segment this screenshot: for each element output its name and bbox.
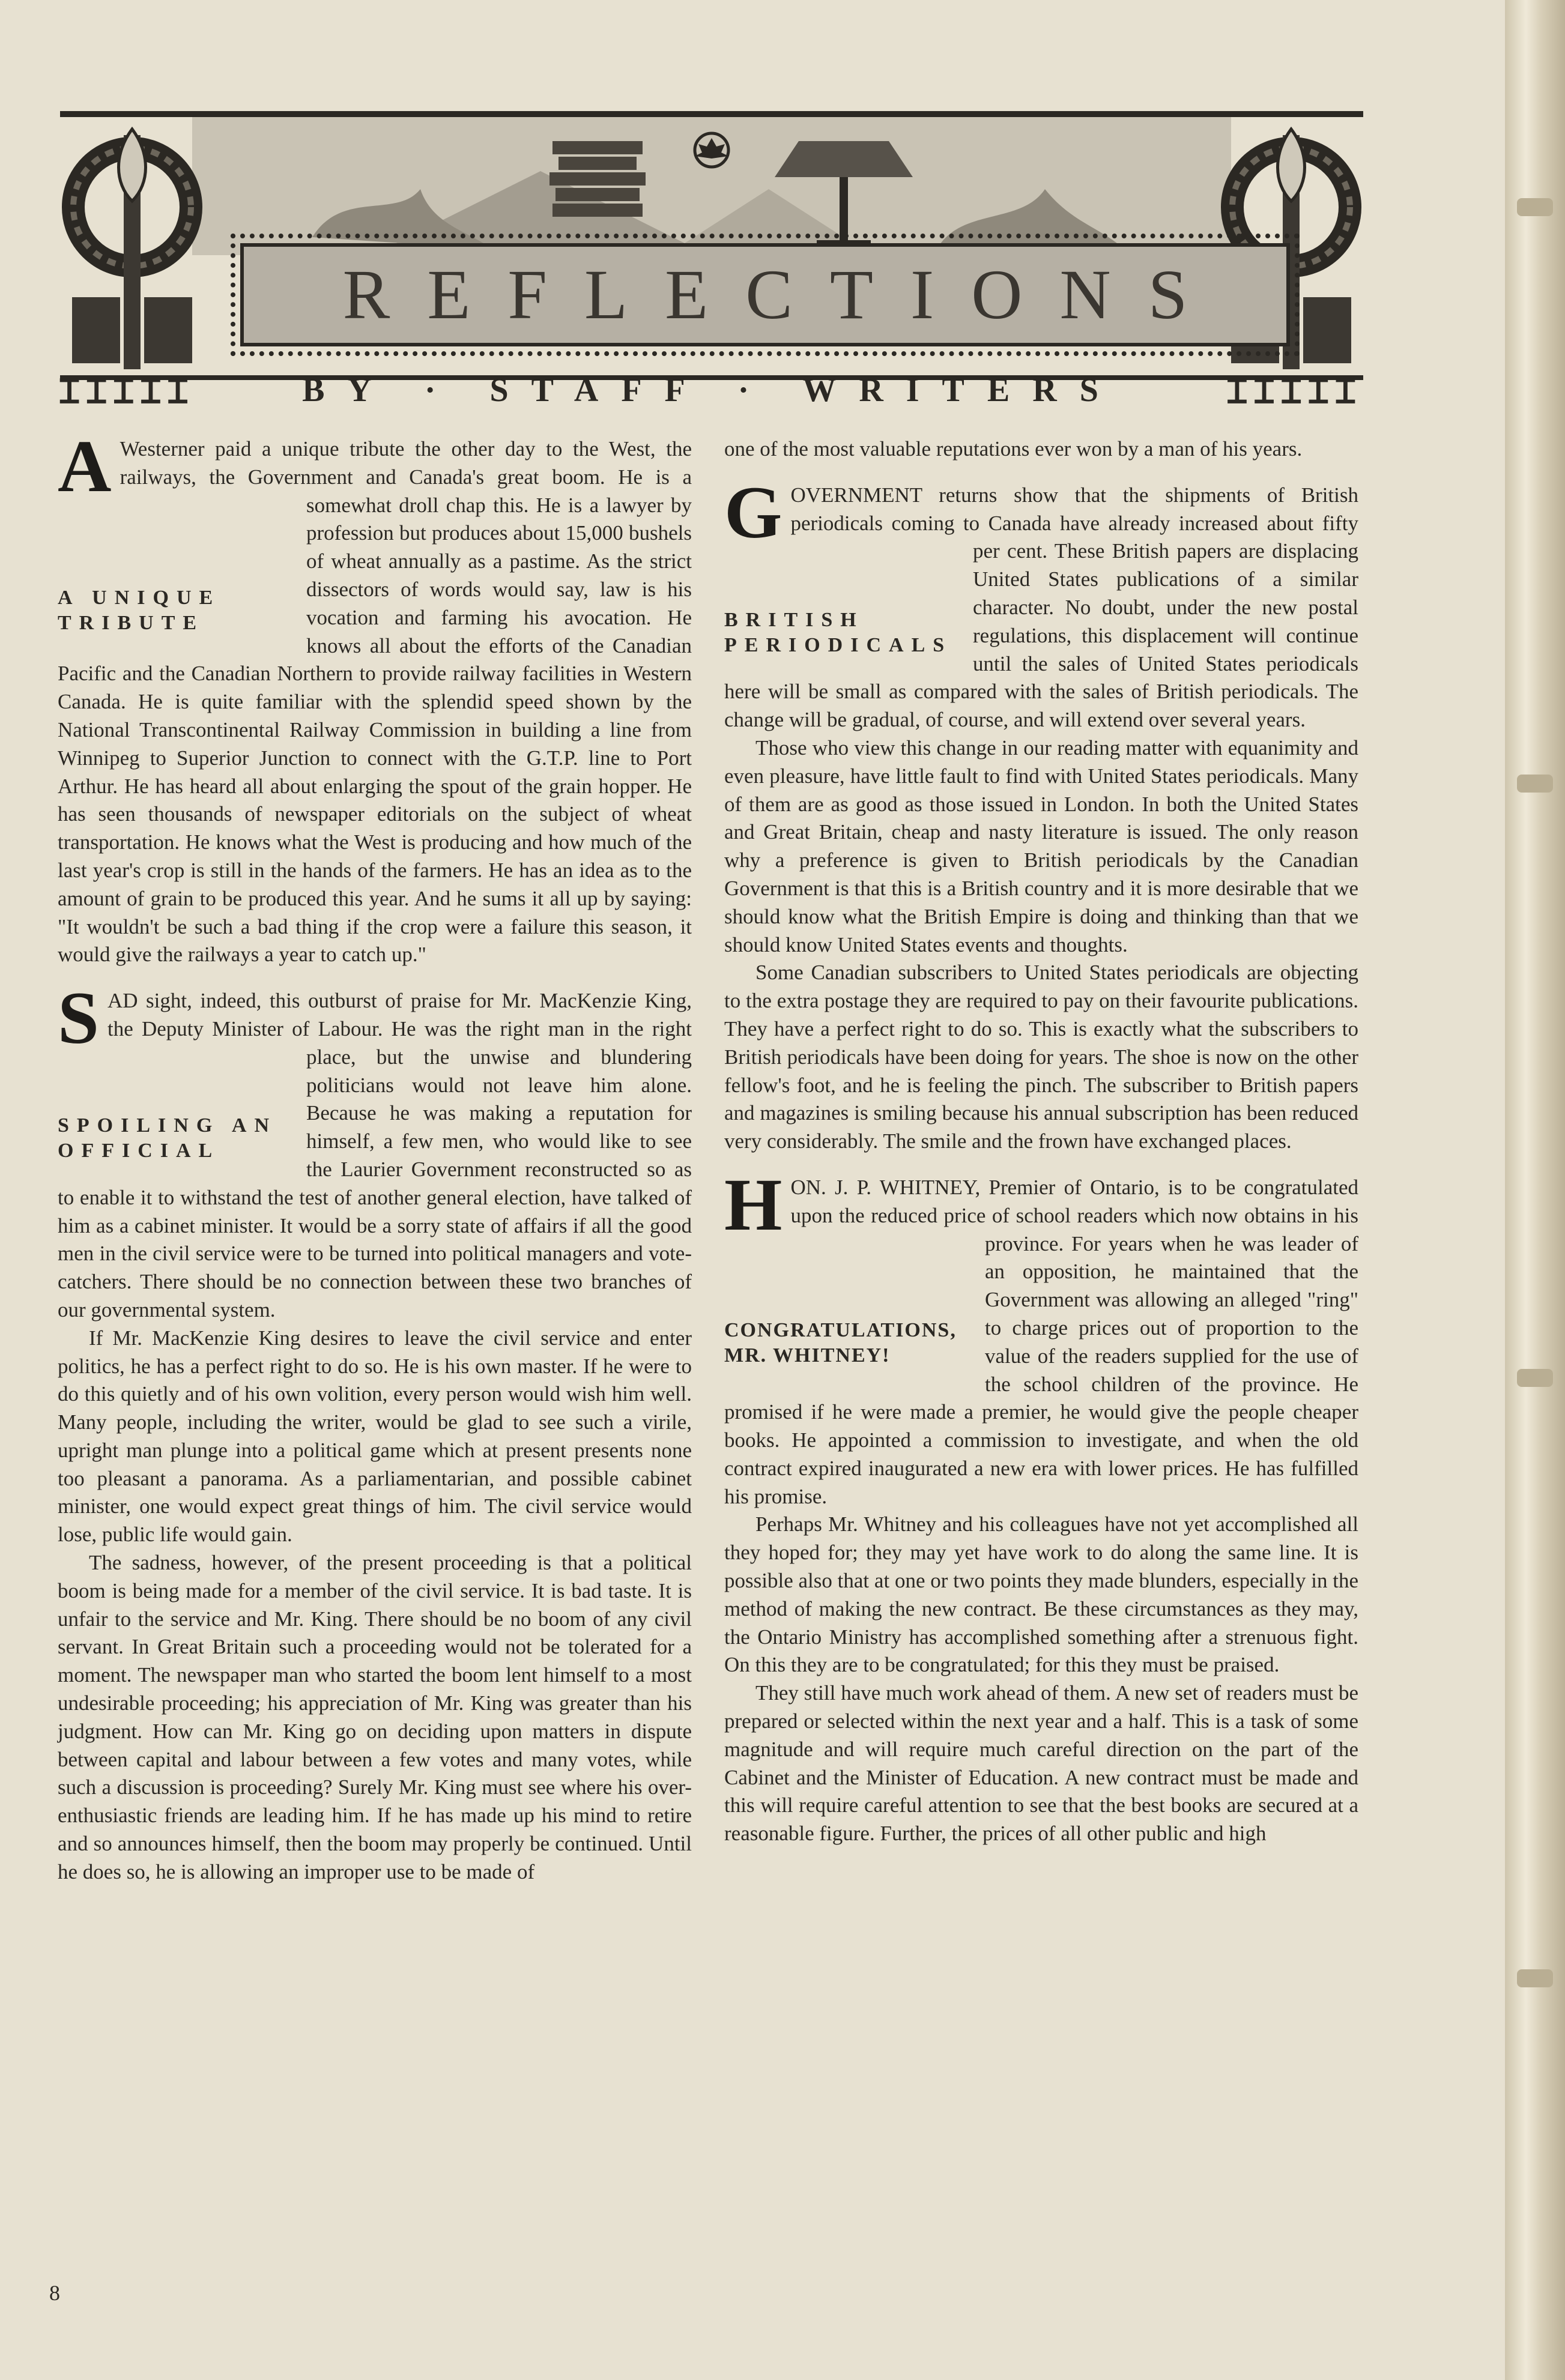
side-heading: A UNIQUE TRIBUTE xyxy=(58,587,221,634)
right-column xyxy=(724,435,1358,1866)
article-text xyxy=(58,977,692,1324)
binding-knot xyxy=(1517,1369,1553,1387)
drop-cap: A xyxy=(58,425,112,507)
drop-cap: G xyxy=(724,471,782,554)
paragraph: If Mr. MacKenzie King desires to leave the civil service and enter politics, he has a perfect right to do so. He is his own master. If he were to do this quietly and of his own volition, every person would wish him well. Many people, including the writer, would be glad to see such a virile, upright man plunge into a political game which at present presents none too pleasant a panorama. As a parliamentarian, and possible cabinet minister, one would expect great things of him. The civil service would lose, public life would gain. xyxy=(58,1326,692,1547)
paragraph: AD sight, indeed, this outburst of praise for Mr. MacKenzie King, the Deputy Minister of Labour. He was the right man in the right place, but the unwise and blundering politicians would not leave him alone. Because he was making a reputation for himself, a few men, who would like to see the Laurier Government reconstructed so as to enable it to withstand the test of another general election, have talked of him as a cabinet minister. It would be a sorry state of affairs if all the good men in the civil service were to be turned into political managers and vote-catchers. There should be no connection between these two branches of our governmental system. xyxy=(58,989,692,1321)
drop-cap: S xyxy=(58,977,99,1060)
byline-ornament-left: ꞮꞮꞮꞮꞮ xyxy=(60,373,196,411)
side-heading: CONGRATULATIONS, MR. WHITNEY! xyxy=(724,1318,957,1367)
paragraph: one of the most valuable reputations ever won by a man of his years. xyxy=(724,437,1303,461)
paragraph: ON. J. P. WHITNEY, Premier of Ontario, is to be congratulated upon the reduced price of school readers which now obtains in his province. For years when he was leader of an opposition, he maintained that the Government was allowing an alleged "ring" to charge prices out of proportion to the value of the readers supplied for the use of the school children of the province. He promised if he were made a premier, he would give the people cheaper books. He appointed a commission to investigate, and when the old contract expired inaugurated a new era with lower prices. He has fulfilled his promise. xyxy=(724,1175,1358,1508)
paragraph: Perhaps Mr. Whitney and his colleagues have not yet accomplished all they hoped for; they may yet have work to do along the same line. It is possible also that at one or two points they made blunders, especially in the method of making the new contract. Be these circumstances as they may, the Ontario Ministry has accomplished something after a strenuous fight. On this they are to be congratulated; for this they must be praised. xyxy=(724,1512,1358,1677)
paragraph: Some Canadian subscribers to United States periodicals are objecting to the extra postage they are required to pay on their favourite publications. They have a perfect right to do so. This is exactly what the subscribers to British periodicals have been doing for years. The shoe is now on the other fellow's foot, and he is feeling the pinch. The subscriber to British papers and magazines is smiling because his annual subscription has been reduced very considerably. The smile and the frown have exchanged places. xyxy=(724,961,1358,1153)
article-spoiling-an-official xyxy=(58,977,692,1886)
byline-text: BY · STAFF · WRITERS xyxy=(302,372,1121,409)
left-column xyxy=(58,425,692,1904)
paragraph: OVERNMENT returns show that the shipments of British periodicals coming to Canada have already increased about fifty per cent. These British papers are displacing United States publications of a similar character. No doubt, under the new postal regulations, this displacement will continue until the sales of United States periodicals here will be small as compared with the sales of British periodicals. The change will be gradual, of course, and will extend over several years. xyxy=(724,483,1358,732)
paragraph: They still have much work ahead of them. A new set of readers must be prepared or selected within the next year and a half. This is a task of some magnitude and will require much careful direction on the part of the Cabinet and the Minister of Education. A new contract must be made and this will require careful attention to see that the best books are secured at a reasonable figure. Further, the prices of all other public and high xyxy=(724,1681,1358,1846)
section-title: REFLECTIONS xyxy=(342,255,1225,334)
article-british-periodicals xyxy=(724,471,1358,1156)
page-number: 8 xyxy=(49,2281,60,2305)
paragraph: Westerner paid a unique tribute the other day to the West, the railways, the Government and Canada's great boom. He is a somewhat droll chap this. He is a lawyer by profession but produces about 15,000 bushels of wheat annually as a pastime. As the strict dissectors of words would say, law is his vocation and farming his avocation. He knows all about the efforts of the Canadian Pacific and the Canadian Northern to provide railway facilities in Western Canada. He is quite familiar with the splendid speed shown by the National Transcontinental Railway Commission in building a line from Winnipeg to Superior Junction to connect with the G.T.P. line to Port Arthur. He has heard all about enlarging the spout of the grain hopper. He has seen thousands of newspaper editorials on the subject of wheat transportation. He knows what the West is producing and how much of the last year's crop is still in the hands of the farmers. He has an idea as to the amount of grain to be produced this year. And he sums it all up by saying: "It wouldn't be such a bad thing if the crop were a failure this season, it would give the railways a year to catch up." xyxy=(58,437,692,967)
article-congratulations-mr-whitney xyxy=(724,1163,1358,1848)
title-panel xyxy=(240,243,1290,346)
binding-knot xyxy=(1517,1969,1553,1987)
article-unique-tribute xyxy=(58,425,692,969)
article-text xyxy=(58,425,692,969)
reflections-banner xyxy=(60,111,1363,393)
side-heading: BRITISH PERIODICALS xyxy=(724,608,952,656)
page-binding xyxy=(1505,0,1565,2380)
byline xyxy=(60,372,1363,411)
article-text xyxy=(724,471,1358,734)
byline-ornament-right: ꞮꞮꞮꞮꞮ xyxy=(1227,373,1363,411)
side-heading: SPOILING AN OFFICIAL xyxy=(58,1114,277,1162)
paragraph: Those who view this change in our reading matter with equanimity and even pleasure, have little fault to find with United States periodicals. Many of them are as good as those issued in London. In both the United States and Great Britain, cheap and nasty literature is issued. The only reason why a preference is given to British periodicals by the Canadian Government is that this is a British country and it is more desirable that we should know what the British Empire is doing and thinking than that we should know United States events and thoughts. xyxy=(724,735,1358,956)
binding-knot xyxy=(1517,775,1553,793)
drop-cap: H xyxy=(724,1163,782,1246)
article-continuation xyxy=(724,435,1358,464)
paragraph: The sadness, however, of the present proceeding is that a political boom is being made for a member of the civil service. It is bad taste. It is unfair to the service and Mr. King. There should be no boom of any civil servant. In Great Britain such a proceeding would not be tolerated for a moment. The newspaper man who started the boom lent himself to a most undesirable proceeding; his appreciation of Mr. King was greater than his judgment. How can Mr. King go on deciding upon matters in dispute between capital and labour between a few votes and many votes, while such a discussion is proceeding? Surely Mr. King must see where his over-enthusiastic friends are leading him. If he has made up his mind to retire and so announces himself, then the boom may properly be continued. Until he does so, he is allowing an improper use to be made of xyxy=(58,1551,692,1883)
article-text xyxy=(724,1163,1358,1511)
binding-knot xyxy=(1517,198,1553,216)
